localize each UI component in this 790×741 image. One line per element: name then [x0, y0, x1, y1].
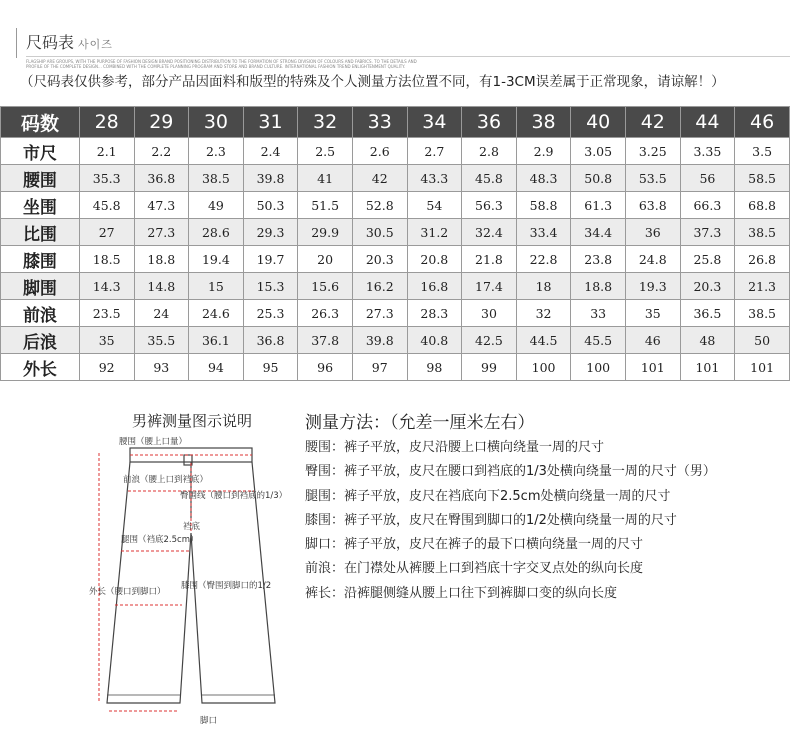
size-cell: 98	[407, 354, 462, 381]
size-cell: 61.3	[571, 192, 626, 219]
size-cell: 15	[189, 273, 244, 300]
label-outseam: 外长（腰口到脚口）	[89, 587, 166, 597]
fine-print: FLAGSHIP ARE GROUPS, WITH THE PURPOSE OF FASHION DESIGN BRAND POSITIONING DISTRIBUTION TO THE FORMATION OF STRONG DIVISION OF COLOURS AND FABRICS. TO THE DETAILS AND PROFILE OF THE COMPLETE DESIGN... COMBINED WITH THE COMPLETE PLANNING PROGRAM AND STORE AND BRAND CULTURE. INTERNATIONAL FASHION TREND ENLIGHTENMENT QUALITY.	[26, 59, 417, 69]
size-cell: 15.3	[243, 273, 298, 300]
size-cell: 63.8	[625, 192, 680, 219]
size-header-cell: 46	[735, 107, 790, 138]
method-item: 膝围：裤子平放，皮尺在臀围到脚口的1/2处横向绕量一周的尺寸	[305, 512, 677, 528]
size-row-label: 腰围	[1, 165, 80, 192]
size-cell: 39.8	[243, 165, 298, 192]
size-cell: 23.5	[79, 300, 134, 327]
size-cell: 37.8	[298, 327, 353, 354]
size-cell: 30.5	[352, 219, 407, 246]
size-cell: 39.8	[352, 327, 407, 354]
size-cell: 27.3	[352, 300, 407, 327]
size-cell: 31.2	[407, 219, 462, 246]
label-thigh: 腿围（裆底2.5cm）	[121, 535, 199, 545]
size-cell: 27.3	[134, 219, 189, 246]
size-cell: 35.5	[134, 327, 189, 354]
size-cell: 28.6	[189, 219, 244, 246]
page-title	[26, 30, 113, 53]
size-cell: 33	[571, 300, 626, 327]
size-row-label: 脚围	[1, 273, 80, 300]
size-cell: 56.3	[462, 192, 517, 219]
size-cell: 18	[516, 273, 571, 300]
size-header-cell: 33	[352, 107, 407, 138]
label-crotch: 裆底	[183, 522, 201, 532]
size-cell: 100	[571, 354, 626, 381]
size-cell: 21.3	[735, 273, 790, 300]
size-cell: 97	[352, 354, 407, 381]
size-cell: 16.2	[352, 273, 407, 300]
size-cell: 22.8	[516, 246, 571, 273]
label-front-rise: 前浪（腰上口到裆底）	[123, 475, 209, 485]
size-cell: 36	[625, 219, 680, 246]
size-cell: 2.6	[352, 138, 407, 165]
size-cell: 2.7	[407, 138, 462, 165]
size-row	[1, 219, 790, 246]
size-note: （尺码表仅供参考，部分产品因面料和版型的特殊及个人测量方法位置不同，有1-3CM误差属于正常现象，请谅解！）	[20, 74, 725, 90]
title-text: 尺码表	[26, 33, 75, 52]
size-row-label: 外长	[1, 354, 80, 381]
size-cell: 26.8	[735, 246, 790, 273]
size-cell: 35	[79, 327, 134, 354]
size-cell: 17.4	[462, 273, 517, 300]
size-cell: 20.3	[680, 273, 735, 300]
size-header-row	[1, 107, 790, 138]
size-cell: 58.8	[516, 192, 571, 219]
size-cell: 48	[680, 327, 735, 354]
size-cell: 2.4	[243, 138, 298, 165]
size-cell: 35.3	[79, 165, 134, 192]
size-cell: 18.8	[571, 273, 626, 300]
size-cell: 101	[735, 354, 790, 381]
size-cell: 3.25	[625, 138, 680, 165]
size-cell: 36.8	[243, 327, 298, 354]
diagram-title: 男裤测量图示说明	[132, 412, 253, 430]
size-row	[1, 246, 790, 273]
size-cell: 2.5	[298, 138, 353, 165]
size-cell: 49	[189, 192, 244, 219]
size-cell: 2.2	[134, 138, 189, 165]
size-cell: 2.1	[79, 138, 134, 165]
size-cell: 27	[79, 219, 134, 246]
size-cell: 51.5	[298, 192, 353, 219]
size-cell: 96	[298, 354, 353, 381]
size-cell: 19.4	[189, 246, 244, 273]
size-row-label: 后浪	[1, 327, 80, 354]
size-cell: 93	[134, 354, 189, 381]
size-cell: 26.3	[298, 300, 353, 327]
size-row	[1, 273, 790, 300]
size-cell: 32	[516, 300, 571, 327]
size-cell: 36.8	[134, 165, 189, 192]
size-cell: 16.8	[407, 273, 462, 300]
header-divider	[16, 28, 17, 58]
size-cell: 2.8	[462, 138, 517, 165]
size-header-cell: 32	[298, 107, 353, 138]
size-cell: 19.3	[625, 273, 680, 300]
size-cell: 44.5	[516, 327, 571, 354]
size-row	[1, 354, 790, 381]
size-header-cell: 36	[462, 107, 517, 138]
size-header-cell: 42	[625, 107, 680, 138]
method-item: 腰围：裤子平放，皮尺沿腰上口横向绕量一周的尺寸	[305, 440, 605, 455]
size-cell: 3.5	[735, 138, 790, 165]
header	[16, 0, 776, 69]
method-item: 臀围：裤子平放，皮尺在腰口到裆底的1/3处横向绕量一周的尺寸（男）	[305, 464, 716, 480]
size-row-label: 坐围	[1, 192, 80, 219]
size-header-cell: 31	[243, 107, 298, 138]
size-cell: 47.3	[134, 192, 189, 219]
size-cell: 101	[680, 354, 735, 381]
size-cell: 42	[352, 165, 407, 192]
size-cell: 21.8	[462, 246, 517, 273]
size-cell: 32.4	[462, 219, 517, 246]
size-cell: 24.6	[189, 300, 244, 327]
size-cell: 48.3	[516, 165, 571, 192]
size-cell: 54	[407, 192, 462, 219]
size-cell: 20	[298, 246, 353, 273]
size-cell: 25.8	[680, 246, 735, 273]
size-cell: 95	[243, 354, 298, 381]
method-item: 裤长：沿裤腿侧缝从腰上口往下到裤脚口变的纵向长度	[305, 585, 618, 601]
size-cell: 33.4	[516, 219, 571, 246]
size-row-label: 前浪	[1, 300, 80, 327]
size-cell: 14.8	[134, 273, 189, 300]
size-cell: 25.3	[243, 300, 298, 327]
size-header-label: 码数	[1, 107, 80, 138]
size-cell: 24.8	[625, 246, 680, 273]
method-title: 测量方法：（允差一厘米左右）	[305, 413, 535, 433]
size-cell: 30	[462, 300, 517, 327]
size-cell: 40.8	[407, 327, 462, 354]
size-cell: 23.8	[571, 246, 626, 273]
size-row-label: 比围	[1, 219, 80, 246]
size-cell: 24	[134, 300, 189, 327]
size-cell: 68.8	[735, 192, 790, 219]
size-cell: 35	[625, 300, 680, 327]
size-cell: 38.5	[735, 300, 790, 327]
size-cell: 18.8	[134, 246, 189, 273]
size-cell: 45.5	[571, 327, 626, 354]
size-cell: 41	[298, 165, 353, 192]
size-cell: 53.5	[625, 165, 680, 192]
size-table	[0, 106, 790, 381]
size-cell: 50.3	[243, 192, 298, 219]
method-item: 腿围：裤子平放，皮尺在裆底向下2.5cm处横向绕量一周的尺寸	[305, 488, 671, 504]
size-cell: 28.3	[407, 300, 462, 327]
size-cell: 101	[625, 354, 680, 381]
size-cell: 20.8	[407, 246, 462, 273]
size-cell: 42.5	[462, 327, 517, 354]
size-cell: 3.35	[680, 138, 735, 165]
size-cell: 19.7	[243, 246, 298, 273]
size-header-cell: 29	[134, 107, 189, 138]
size-header-cell: 44	[680, 107, 735, 138]
size-cell: 46	[625, 327, 680, 354]
size-cell: 45.8	[462, 165, 517, 192]
size-cell: 99	[462, 354, 517, 381]
size-cell: 66.3	[680, 192, 735, 219]
size-cell: 56	[680, 165, 735, 192]
size-cell: 18.5	[79, 246, 134, 273]
size-cell: 36.1	[189, 327, 244, 354]
label-hip: 臀围线（腰口到裆底的1/3）	[180, 491, 288, 501]
size-cell: 100	[516, 354, 571, 381]
size-cell: 38.5	[735, 219, 790, 246]
size-row-label: 市尺	[1, 138, 80, 165]
size-header-cell: 28	[79, 107, 134, 138]
method-list	[305, 436, 785, 606]
size-row	[1, 327, 790, 354]
size-cell: 2.3	[189, 138, 244, 165]
size-header-cell: 30	[189, 107, 244, 138]
title-underline	[26, 56, 790, 57]
size-row	[1, 192, 790, 219]
size-row	[1, 300, 790, 327]
size-cell: 36.5	[680, 300, 735, 327]
size-header-cell: 40	[571, 107, 626, 138]
size-cell: 20.3	[352, 246, 407, 273]
size-header-cell: 34	[407, 107, 462, 138]
method-item: 脚口：裤子平放，皮尺在裤子的最下口横向绕量一周的尺寸	[305, 537, 644, 553]
size-cell: 38.5	[189, 165, 244, 192]
size-cell: 50.8	[571, 165, 626, 192]
size-header-cell: 38	[516, 107, 571, 138]
label-knee: 膝围（臀围到脚口的1/2	[181, 581, 272, 591]
size-cell: 3.05	[571, 138, 626, 165]
size-cell: 58.5	[735, 165, 790, 192]
size-cell: 34.4	[571, 219, 626, 246]
size-cell: 15.6	[298, 273, 353, 300]
size-cell: 43.3	[407, 165, 462, 192]
size-row	[1, 165, 790, 192]
size-cell: 37.3	[680, 219, 735, 246]
size-cell: 2.9	[516, 138, 571, 165]
size-cell: 50	[735, 327, 790, 354]
size-row	[1, 138, 790, 165]
size-row-label: 膝围	[1, 246, 80, 273]
size-cell: 14.3	[79, 273, 134, 300]
label-waist: 腰围（腰上口量）	[119, 437, 188, 447]
label-hem: 脚口	[200, 716, 218, 726]
method-item: 前浪：在门襟处从裤腰上口到裆底十字交叉点处的纵向长度	[305, 561, 644, 577]
title-subtitle: 사이즈	[78, 38, 113, 51]
size-cell: 52.8	[352, 192, 407, 219]
size-cell: 45.8	[79, 192, 134, 219]
pants-diagram	[85, 433, 300, 733]
size-cell: 29.3	[243, 219, 298, 246]
size-cell: 29.9	[298, 219, 353, 246]
size-cell: 94	[189, 354, 244, 381]
size-cell: 92	[79, 354, 134, 381]
